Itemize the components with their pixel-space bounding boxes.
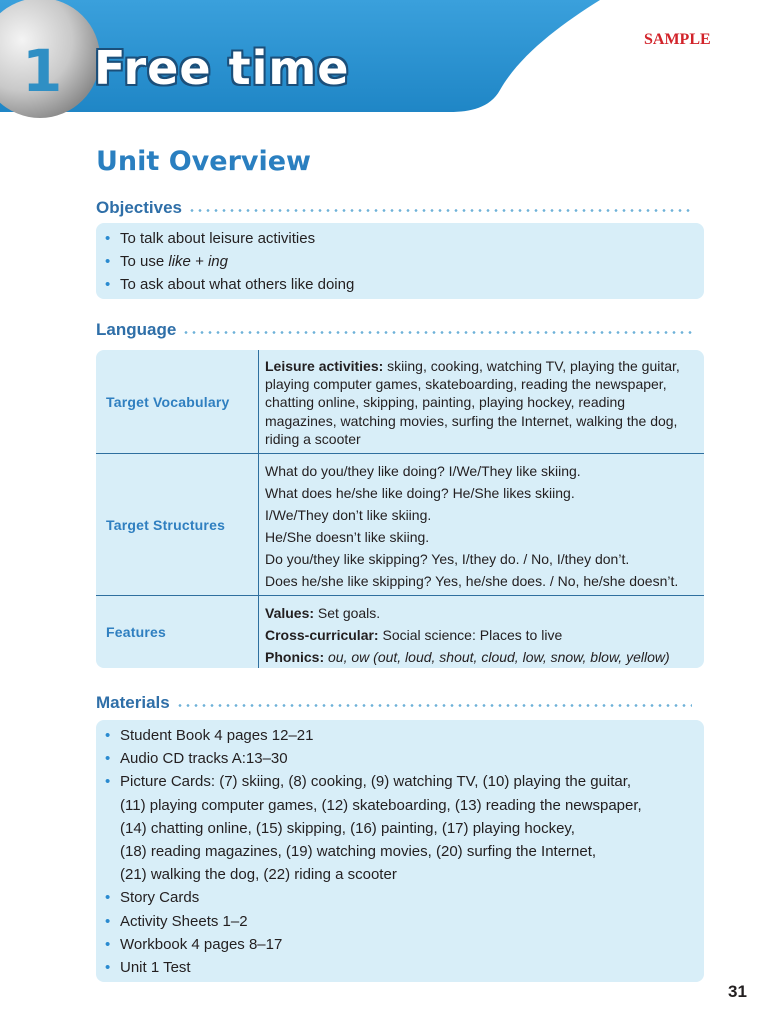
material-item: (11) playing computer games, (12) skateboarding, (13) reading the newspaper, — [120, 796, 642, 814]
material-item: • Audio CD tracks A:13–30 — [96, 747, 704, 770]
unit-overview-title: Unit Overview — [96, 146, 311, 177]
dotted-rule — [188, 209, 692, 212]
language-heading-label: Language — [96, 320, 177, 339]
content-line: skiing, cooking, watching TV, playing the guitar, — [383, 358, 680, 374]
content-line: magazines, watching movies, surfing the Internet, walking the dog, — [265, 412, 678, 429]
content-line: What do you/they like doing? I/We/They like skiing. — [265, 463, 581, 479]
row-label: Target Structures — [106, 516, 226, 533]
row-content — [258, 350, 704, 453]
material-item: (14) chatting online, (15) skipping, (16) painting, (17) playing hockey, — [120, 819, 575, 837]
materials-heading — [96, 692, 692, 714]
unit-number: 1 — [22, 37, 63, 105]
material-item: (18) reading magazines, (19) watching movies, (20) surfing the Internet, — [120, 843, 597, 861]
content-line: He/She doesn’t like skiing. — [265, 529, 430, 545]
unit-title: Free time — [94, 41, 350, 95]
material-item: • Story Cards — [96, 886, 704, 909]
language-row-structures — [96, 454, 704, 595]
objective-item — [96, 250, 704, 273]
row-content — [258, 454, 704, 595]
sample-label: SAMPLE — [644, 31, 711, 48]
page-number: 31 — [728, 982, 747, 1001]
feature-text: Social science: Places to live — [378, 627, 563, 643]
materials-heading-label: Materials — [96, 693, 170, 712]
feature-text: ou, ow (out, loud, shout, cloud, low, snow, blow, yellow) — [324, 649, 670, 665]
language-table — [96, 350, 704, 668]
objectives-heading — [96, 197, 692, 219]
content-line: playing computer games, skateboarding, reading the newspaper, — [265, 376, 667, 393]
objective-prefix: To use — [120, 253, 169, 270]
feature-text: Set goals. — [314, 605, 381, 621]
dotted-rule — [176, 704, 692, 707]
feature-label: Values: — [265, 605, 315, 621]
content-line: Does he/she like skipping? Yes, he/she does. / No, he/she doesn’t. — [265, 573, 679, 589]
content-line: I/We/They don’t like skiing. — [265, 507, 432, 523]
content-line: chatting online, skipping, painting, playing hockey, reading — [265, 394, 626, 411]
language-row-features — [96, 596, 704, 668]
objective-italic: like + ing — [168, 253, 228, 270]
row-content — [258, 596, 704, 668]
content-line: Do you/they like skipping? Yes, I/they do. / No, I/they don’t. — [265, 551, 630, 567]
material-item: • Activity Sheets 1–2 — [96, 910, 704, 933]
dotted-rule — [182, 331, 692, 334]
content-line: What does he/she like doing? He/She likes skiing. — [265, 485, 575, 501]
feature-label: Phonics: — [265, 649, 325, 665]
row-label: Target Vocabulary — [106, 393, 230, 410]
material-item: • Student Book 4 pages 12–21 — [96, 724, 704, 747]
content-line: riding a scooter — [265, 430, 361, 447]
language-row-vocabulary — [96, 350, 704, 453]
objective-item: • To talk about leisure activities — [96, 227, 704, 250]
materials-list — [96, 724, 704, 979]
objectives-heading-label: Objectives — [96, 198, 182, 217]
language-heading — [96, 319, 692, 341]
material-item: • Unit 1 Test — [96, 956, 704, 979]
row-label: Features — [106, 624, 166, 640]
materials-panel — [96, 720, 704, 982]
objectives-list — [96, 227, 704, 296]
objective-item: • To ask about what others like doing — [96, 273, 704, 296]
objectives-panel — [96, 223, 704, 299]
material-item: • Workbook 4 pages 8–17 — [96, 933, 704, 956]
feature-label: Cross-curricular: — [265, 627, 379, 643]
material-item: • Picture Cards: (7) skiing, (8) cooking, (9) watching TV, (10) playing the guitar, — [96, 770, 704, 793]
material-item: (21) walking the dog, (22) riding a scooter — [120, 866, 397, 884]
bold-lead: Leisure activities: — [265, 358, 384, 374]
